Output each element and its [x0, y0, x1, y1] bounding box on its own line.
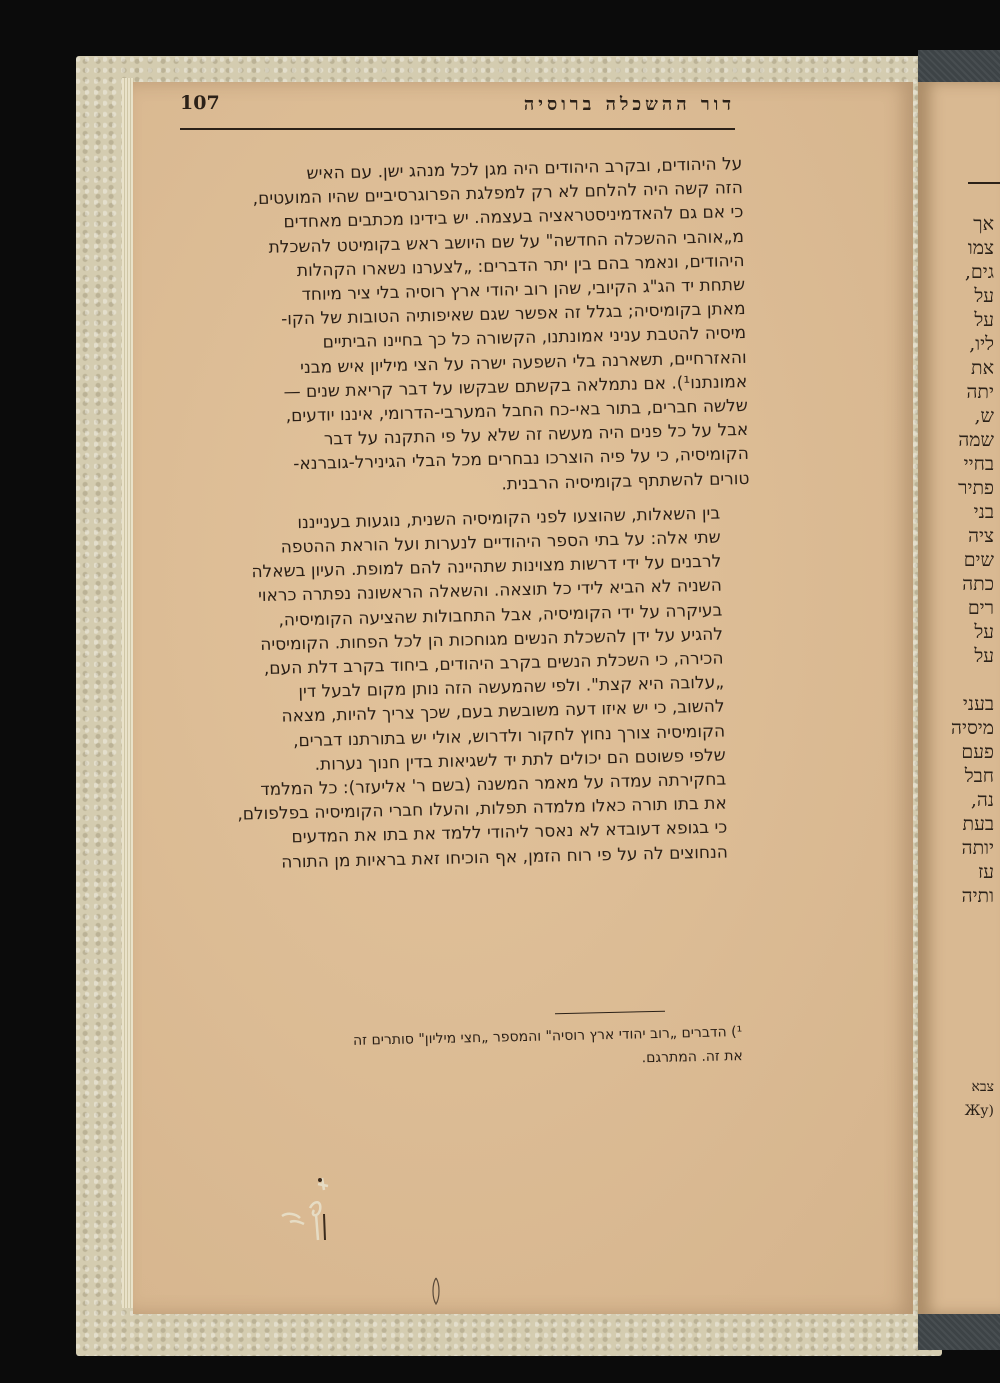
paragraph-2: [180, 501, 758, 877]
next-page-line: בעני: [962, 693, 994, 715]
text-line: הזה קשה היה להלחם לא רק למפלגת הפרוגרסיביים שהיו המועטים,: [252, 178, 744, 210]
next-page-line: שים: [963, 549, 994, 571]
text-line: הנחוצים לה על פי רוח הזמן, אף הוכיחו זאת בראיות מן התורה: [280, 842, 729, 873]
text-line: על היהודים, ובקרב היהודים היה מגן לכל מנהג ישן. עם האיש: [306, 153, 743, 184]
text-line: להגיע על ידן להשכלת הנשים מגוחכות הן לכל הפחות. הקומיסיה: [260, 624, 724, 655]
next-page-line: צמו: [967, 237, 994, 259]
pencil-mark: [428, 1276, 444, 1306]
next-page-line: יתה: [966, 381, 994, 403]
footnote-line: ¹) הדברים „רוב יהודי ארץ רוסיה" והמספר „חצי מיליון" סותרים זה: [352, 1023, 743, 1049]
text-line: שתחת יד הג"ג הקיובי, שהן רוב יהודי ארץ רוסיה בלי ציר מיוחד: [301, 274, 746, 306]
text-line: את בתו תורה כאלו מלמדה תפלות, והעלו חברי הקומיסיה בפלפולם,: [237, 793, 728, 825]
text-line: אבל על כל פנים היה מעשה זה שלא על פי התקנה על דבר: [323, 420, 749, 450]
page-header: [180, 92, 735, 126]
text-line: הכירה, כי השכלת הנשים בקרב היהודים, ביחוד בקרב דלת העם,: [263, 648, 724, 680]
text-line: שלשה חברים, בתור באי-כח החבל המערבי-הדרומי, איננו יודעים,: [285, 395, 748, 427]
text-line: השניה לא הביא לידי כל תוצאה. והשאלה הראשונה נפתרה כראוי: [257, 576, 723, 607]
next-page-footnote-line: צבא: [971, 1079, 994, 1095]
text-line: בחקירתה עמדה על מאמר המשנה (בשם ר' אליעזר): כל המלמד: [260, 769, 727, 801]
next-page-line: את: [971, 357, 994, 379]
next-page-line: [934, 668, 994, 692]
text-line: לרבנים על ידי דרשות מצוינות שתהיינה להם למופת. העיון בשאלה: [251, 551, 722, 583]
next-page-footnote-line: (Жу: [964, 1103, 994, 1119]
header-rule: [180, 128, 735, 130]
next-page-line: על: [974, 285, 994, 307]
next-page-line: ש,: [974, 405, 994, 427]
text-line: מיסיה להטבת עניני אמונתנו, הקשורה כל כך בחיינו הביתיים: [322, 323, 747, 353]
ink-smudge-mark: [270, 1170, 350, 1250]
next-page-text: [934, 212, 994, 908]
next-page-line: נה,: [970, 789, 994, 811]
next-page-line: בני: [973, 501, 994, 523]
next-page-line: גים,: [964, 261, 994, 283]
text-line: כי בגופא דעובדא לא נאסר ליהודי ללמד את בתו את המדעים: [291, 817, 728, 848]
text-line: טורים להשתתף בקומיסיה הרבנית.: [501, 468, 750, 495]
body-text: [172, 152, 758, 877]
footnote-line: את זה. המתרגם.: [641, 1047, 743, 1067]
text-line: אמונתנו¹). אם נתמלאה בקשתם שבקשו על דבר קריאת שנים —: [283, 371, 748, 403]
text-line: להשוב, כי יש איזו דעה משובשת בעם, שכך צריך להיות, מצאה: [281, 697, 725, 728]
next-page-line: בעת: [962, 813, 994, 835]
text-line: בעיקרה על ידי הקומיסיה, אבל התחבולות שהציעה הקומיסיה,: [278, 600, 723, 631]
next-page-line: על: [974, 645, 994, 667]
next-page-line: רים: [967, 597, 994, 619]
next-page-line: מיסיה: [951, 717, 994, 739]
text-line: „עלובה היא קצת". ולפי שהמעשה הזה נותן מקום לבעל דין: [298, 672, 725, 703]
text-line: הקומיסיה, כי על פיה הוצרכו נבחרים מכל הבלי הגינירל-גוברנא-: [293, 444, 750, 475]
next-page-line: על: [974, 621, 994, 643]
text-line: היהודים, ונאמר בהם בין יתר הדברים: „לצערנו נשארו הקהלות: [296, 250, 745, 281]
next-page-line: ותיה: [961, 885, 994, 907]
next-page-line: בחיי: [963, 453, 994, 475]
text-line: בין השאלות, שהוצעו לפני הקומיסיה השנית, נוגעות בענייננו: [297, 503, 721, 534]
next-page-line: פתיר: [958, 477, 994, 499]
next-page-fragment: [918, 82, 1000, 1314]
next-page-line: עז: [977, 861, 994, 883]
next-page-line: פעם: [961, 741, 994, 763]
next-page-line: חבל: [964, 765, 994, 787]
next-page-line: ליו,: [969, 333, 994, 355]
next-page-header-rule: [968, 182, 1000, 184]
next-page-line: ציה: [968, 525, 994, 547]
text-line: מ„אוהבי ההשכלה החדשה" על שם היושב ראש בקומיטט להשכלת: [268, 226, 745, 258]
text-line: הקומיסיה צורך נחוץ לחקור ולדרוש, אולי יש בתורתנו דברים,: [292, 721, 726, 752]
paragraph-1: [172, 152, 750, 504]
text-line: כי אם גם להאדמיניסטראציה בעצמה. יש בידינו מכתבים מאחדים: [283, 202, 744, 233]
text-line: מאתן בקומיסיה; בגלל זה אפשר שגם שאיפותיה הטובות של הקו-: [280, 299, 746, 330]
text-line: שתי אלה: על בתי הספר היהודיים לנערות ועל הוראת ההטפה: [280, 527, 721, 558]
text-line: שלפי פשוטם הם יכולים לתת יד לשגיאות בדין חנוך נערות.: [314, 745, 726, 775]
next-page-line: כתה: [962, 573, 994, 595]
text-line: והאזרחיים, תשארנה בלי השפעה ישרה על הצי מיליון איש מבני: [299, 347, 747, 378]
next-page-line: יותה: [961, 837, 994, 859]
next-page-line: שמה: [958, 429, 994, 451]
next-page-line: אך: [973, 213, 994, 235]
next-page-line: על: [974, 309, 994, 331]
next-page-footnote: [934, 1075, 994, 1123]
page-number: 107: [180, 92, 220, 114]
running-title: דור ההשכלה ברוסיה: [523, 94, 735, 115]
